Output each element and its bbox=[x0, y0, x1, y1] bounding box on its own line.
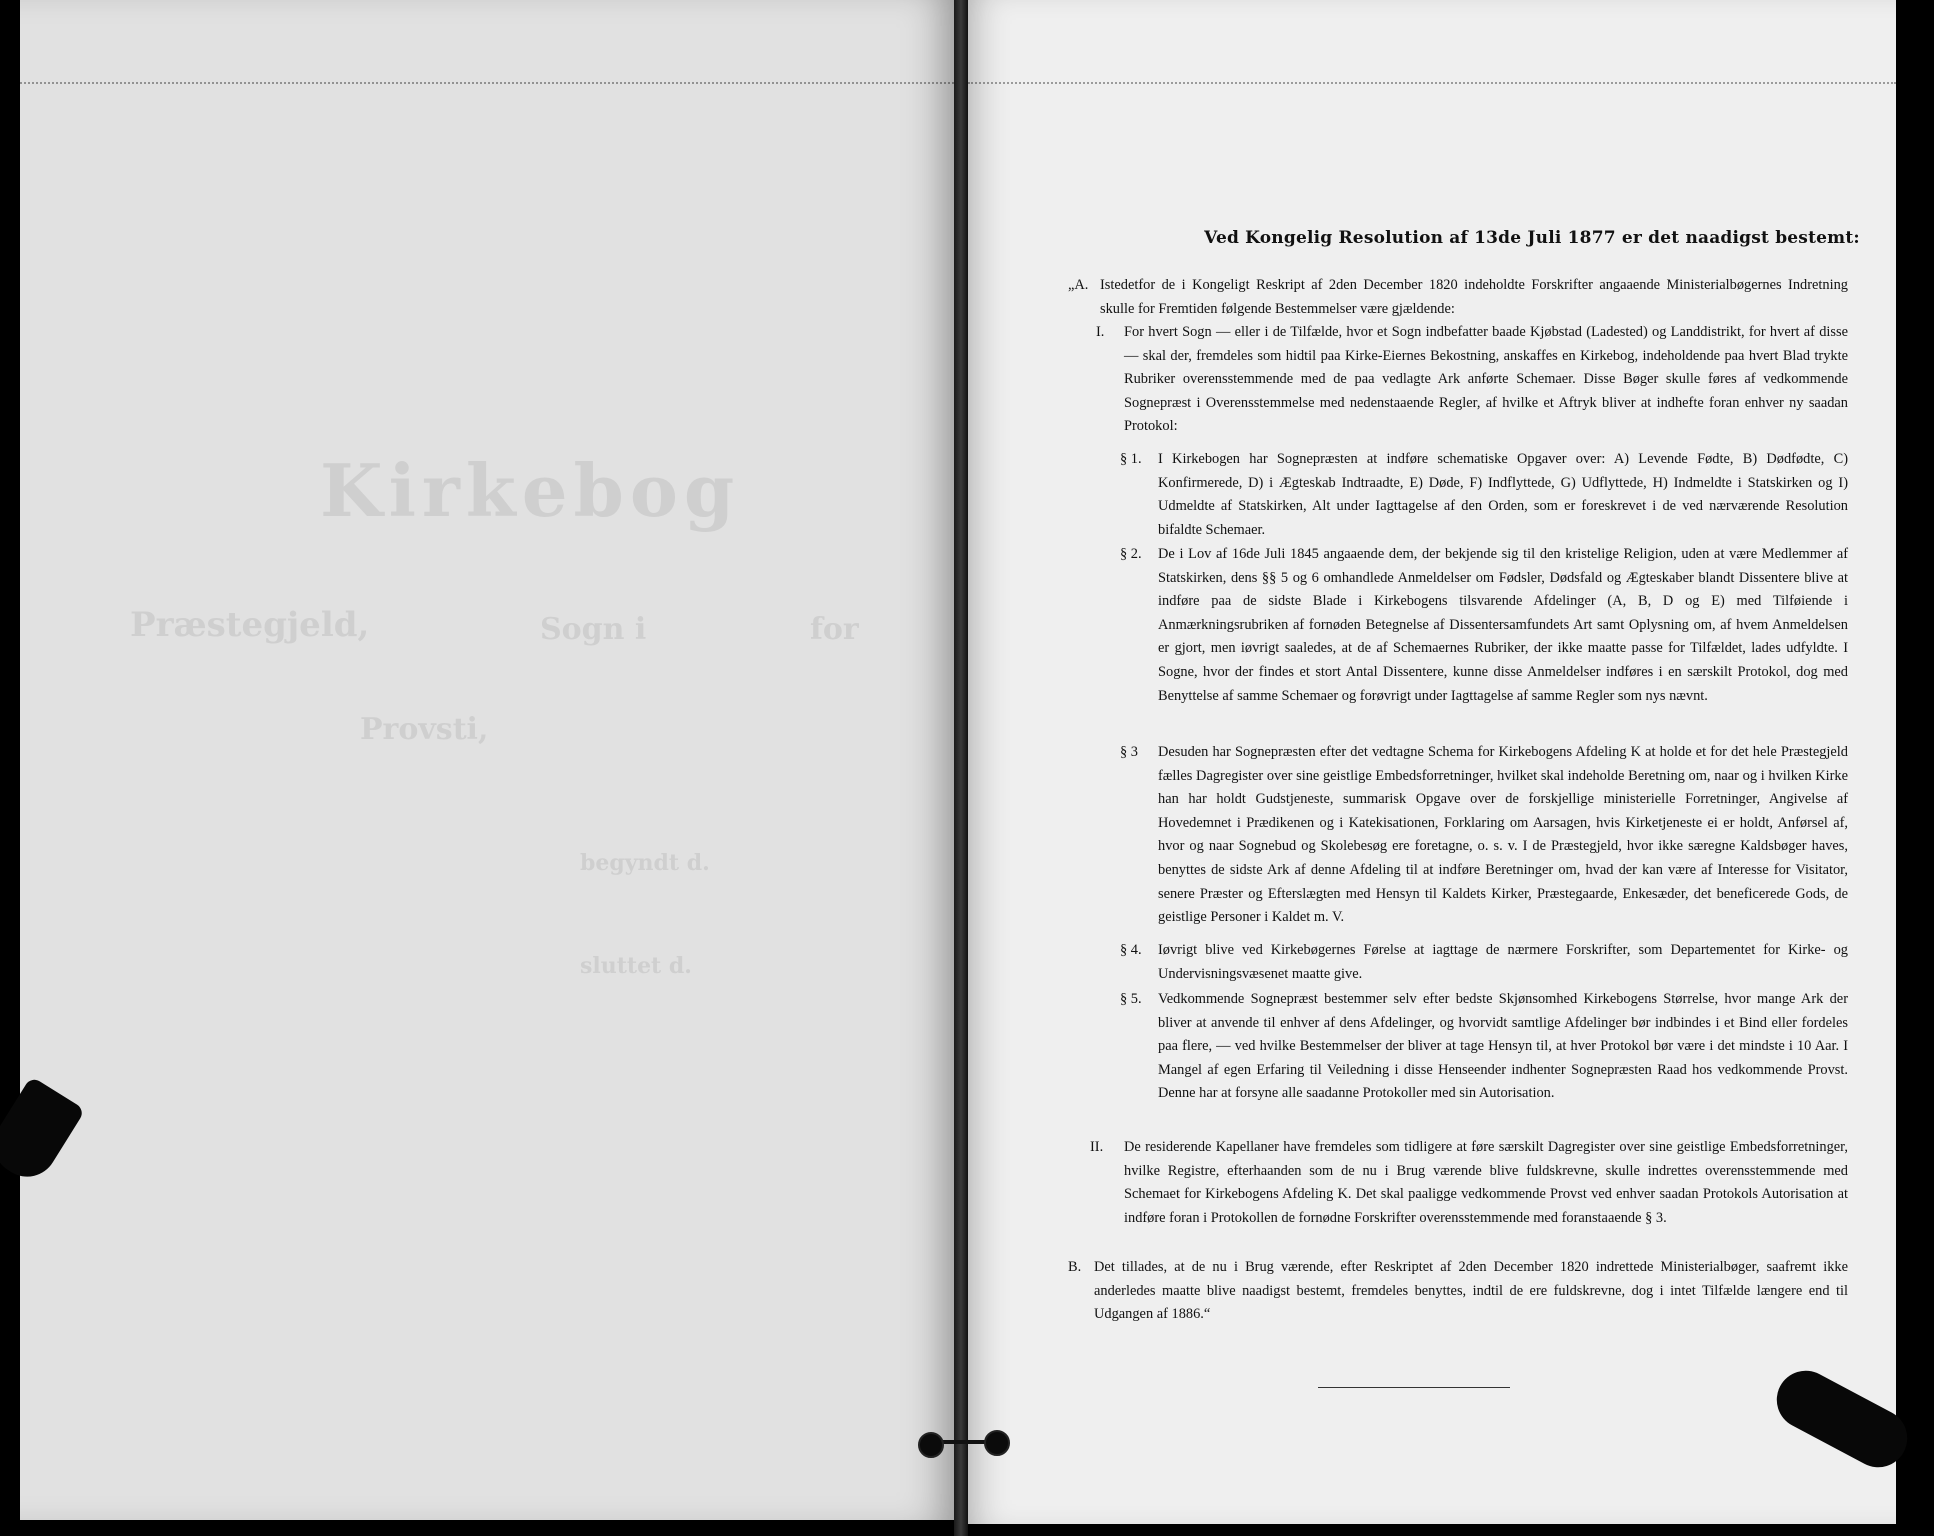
paragraph-3-marker: § 3 bbox=[1120, 744, 1138, 760]
dotted-rule bbox=[20, 82, 954, 84]
section-i-text: For hvert Sogn — eller i de Tilfælde, hvor et Sogn indbefatter baade Kjøbstad (Ladested) og Landdistrikt, for hvert af disse — skal der, fremdeles som hidtil paa Kirke-Eiernes Bekostning, anskaffes en Kirkebog, indeholdende paa hvert Blad trykte Rubriker overensstemmende med de paa vedlagte Ark anførte Schemaer. Disse Bøger skulle føres af vedkommende Sognepræst i Overensstemmelse med nedenstaaende Regler, af hvilke et Aftryk bliver at indhefte foran enhver ny saadan Protokol: bbox=[1124, 324, 1848, 435]
ghost-title: Kirkebog bbox=[320, 448, 741, 533]
paragraph-3-text: Desuden har Sognepræsten efter det vedtagne Schema for Kirkebogens Afdeling K at holde et for det hele Præstegjeld fælles Dagregister over sine geistlige Embedsforretninger, hvilket skal indeholde Beretning om, naar og i hvilken Kirke han har holdt Gudstjeneste, summarisk Opgave over de forskjellige ministerielle Forretninger, Angivelse af Hovedemnet i Prædikenen og i Katekisationen, Forklaring om Aarsagen, hvis Kirketjeneste ei er holdt, Anførsel af, hvor og naar Sognebud og Skolebesøg ere foretagne, o. s. v. I de Præstegjeld, hvor ikke særegne Kaldsbøger haves, benyttes de sidste Ark af denne Afdeling til at indføre Beretninger om, hvad der kan være af Interesse for Visitator, senere Præster og Efterslægten med Hensyn til Kaldets Kirker, Præstegaarde, Enkesæder, det beneficerede Gods, de geistlige Personer i Kaldet m. V. bbox=[1158, 744, 1848, 926]
resolution-text bbox=[968, 0, 1896, 1524]
ghost-for-label: for bbox=[810, 612, 859, 647]
section-b-text: Det tillades, at de nu i Brug værende, efter Reskriptet af 2den December 1820 indrettede Ministerialbøger, saafremt ikke anderledes maatte blive naadigst bestemt, fremdeles benyttes, indtil de ere fuldskrevne, dog i intet Tilfælde længere end til Udgangen af 1886.“ bbox=[1094, 1259, 1848, 1323]
paragraph-5-text: Vedkommende Sognepræst bestemmer selv efter bedste Skjønsomhed Kirkebogens Størrelse, hvor mange Ark der bliver at anvende til enhver af dens Afdelinger, og hvorvidt samtlige Afdelinger bør indbindes i et Bind eller fordeles paa flere, — ved hvilke Bestemmelser der bliver at tage Hensyn til, at hver Protokol bør være i det mindste i 10 Aar. I Mangel af egen Erfaring til Veiledning i disse Henseender indhenter Sognepræsten Raad hos vedkommende Provst. Denne har at forsyne alle saadanne Protokoller med sin Autorisation. bbox=[1158, 991, 1848, 1102]
paragraph-1-marker: § 1. bbox=[1120, 451, 1142, 467]
binding-clip-right bbox=[984, 1430, 1010, 1456]
closing-rule bbox=[1318, 1387, 1510, 1388]
paragraph-4-text: Iøvrigt blive ved Kirkebøgernes Førelse at iagttage de nærmere Forskrifter, som Departementet for Kirke- og Undervisningsvæsenet maatte give. bbox=[1158, 942, 1848, 982]
ghost-begyndt-label: begyndt d. bbox=[580, 850, 710, 876]
section-ii-text: De residerende Kapellaner have fremdeles som tidligere at føre særskilt Dagregister over sine geistlige Embedsforretninger, hvilke Registre, efterhaanden som de nu i Brug værende blive fuldskrevne, skulle indrettes overensstemmende med Schemaet for Kirkebogens Afdeling K. Det skal paaligge vedkommende Provst ved enhver saadan Protokols Autorisation at indføre foran i Protokollen de fornødne Forskrifter overensstemmende med foranstaaende § 3. bbox=[1124, 1139, 1848, 1226]
ghost-sluttet-label: sluttet d. bbox=[580, 953, 692, 979]
book-gutter bbox=[954, 0, 968, 1536]
left-page bbox=[20, 0, 954, 1520]
section-a-marker: „A. bbox=[1068, 277, 1089, 293]
section-b-marker: B. bbox=[1068, 1259, 1082, 1275]
paragraph-4-marker: § 4. bbox=[1120, 942, 1142, 958]
binding-clip-left bbox=[918, 1432, 944, 1458]
section-a-text: Istedetfor de i Kongeligt Reskript af 2den December 1820 indeholdte Forskrifter angaaende Ministerialbøgernes Indretning skulle for Fremtiden følgende Bestemmelser være gjældende: bbox=[1100, 277, 1848, 317]
paragraph-2-marker: § 2. bbox=[1120, 546, 1142, 562]
paragraph-5-marker: § 5. bbox=[1120, 991, 1142, 1007]
ghost-sogn-label: Sogn i bbox=[540, 612, 647, 647]
ghost-provsti-label: Provsti, bbox=[360, 712, 489, 747]
paragraph-1-text: I Kirkebogen har Sognepræsten at indføre schematiske Opgaver over: A) Levende Fødte, B) Dødfødte, C) Konfirmerede, D) i Ægteskab Indtraadte, E) Døde, F) Indflyttede, G) Udflyttede, H) Indmeldte i Statskirken og I) Udmeldte af Statskirken, Alt under Iagttagelse af den Orden, som er foreskrevet i de ved nærværende Resolution bifaldte Schemaer. bbox=[1158, 451, 1848, 538]
resolution-heading: Ved Kongelig Resolution af 13de Juli 1877 er det naadigst bestemt: bbox=[1204, 228, 1860, 248]
section-ii-marker: II. bbox=[1090, 1139, 1104, 1155]
right-page bbox=[968, 0, 1896, 1524]
paragraph-2-text: De i Lov af 16de Juli 1845 angaaende dem, der bekjende sig til den kristelige Religion, uden at være Medlemmer af Statskirken, dens §§ 5 og 6 omhandlede Anmeldelser om Fødsler, Dødsfald og Ægteskaber blandt Dissentere blive at indføre paa de sidste Blade i Kirkebogens tilsvarende Afdelinger (A, B, D og E) med Tilføiende i Anmærkningsrubriken af fornøden Betegnelse af Dissentersamfundets Art samt Oplysning om, af hvem Anmeldelsen er gjort, men iøvrigt saaledes, at de af Schemaernes Rubriker, der ikke maatte passe for Tilfældet, lades udfyldte. I Sogne, hvor der findes et stort Antal Dissentere, kunne disse Anmeldelser indføres i en særskilt Protokol, dog med Benyttelse af samme Schemaer og forøvrigt under Iagttagelse af samme Regler som nys nævnt. bbox=[1158, 546, 1848, 704]
ghost-prestegjeld-label: Præstegjeld, bbox=[130, 605, 370, 645]
section-i-marker: I. bbox=[1096, 324, 1105, 340]
